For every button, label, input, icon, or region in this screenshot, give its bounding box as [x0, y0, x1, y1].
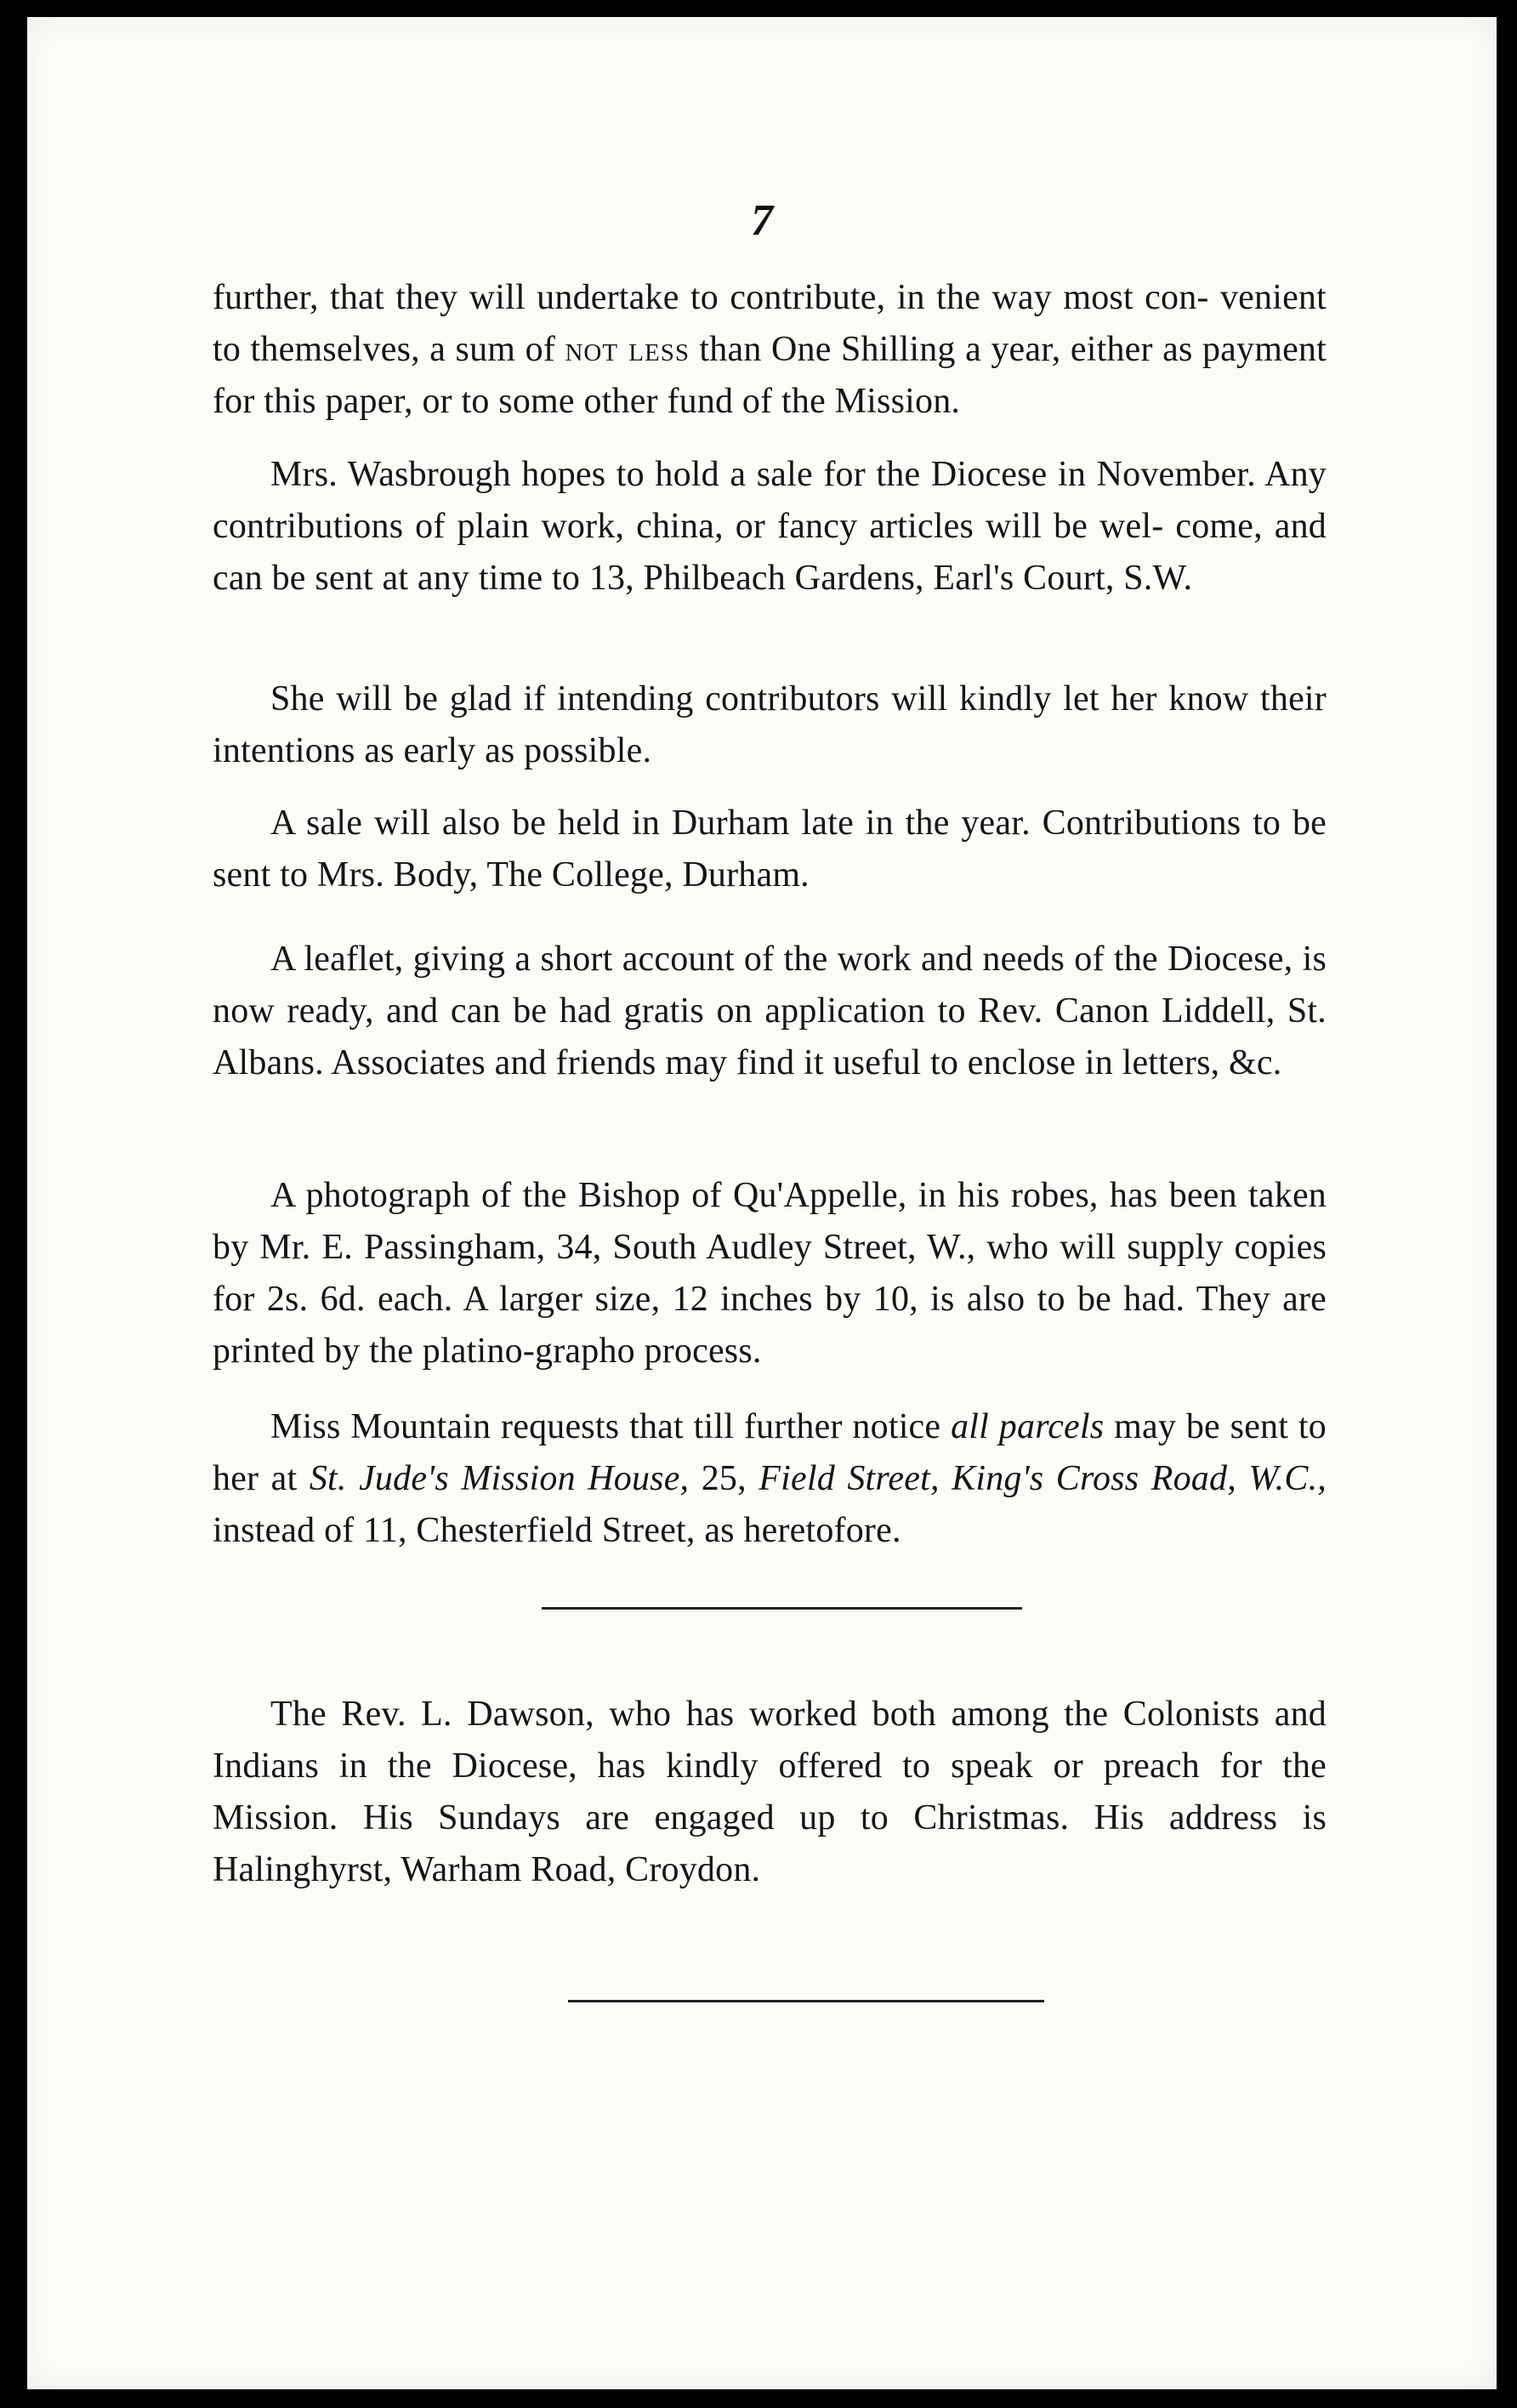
paragraph-text: than One Shilling a year, either as payment for this paper, or to some other fund of the Mission.	[213, 330, 1327, 421]
paragraph-text: 25,	[689, 1459, 759, 1498]
section-divider	[542, 1607, 1022, 1610]
paragraph-sale-durham	[213, 798, 1327, 901]
document-page	[27, 17, 1497, 2389]
paragraph-photograph	[213, 1170, 1327, 1377]
emphasis-italic: Field Street, King's Cross Road, W.C.,	[758, 1459, 1327, 1498]
bottom-divider	[568, 2000, 1044, 2002]
paragraph-contributors-notice	[213, 673, 1327, 777]
paragraph-text: Mrs. Wasbrough hopes to hold a sale for the Diocese in November. Any contributions of plain work, china, or fancy articles will be wel- come, and can be sent at any time to 13, Philbeach Gardens, Earl's Court, S.W.	[213, 455, 1327, 598]
paragraph-text: A photograph of the Bishop of Qu'Appelle, in his robes, has been taken by Mr. E. Passingham, 34, South Audley Street, W., who will supply copies for 2s. 6d. each. A larger size, 12 inches by 10, is also to be had. They are printed by the platino-grapho process.	[213, 1176, 1327, 1371]
paragraph-text: A leaflet, giving a short account of the work and needs of the Diocese, is now ready, and can be had gratis on application to Rev. Canon Liddell, St. Albans. Associates and friends may find it useful to enclose in letters, &c.	[213, 940, 1327, 1082]
paragraph-text: instead of 11, Chesterfield Street, as heretofore.	[213, 1511, 901, 1550]
paragraph-text: The Rev. L. Dawson, who has worked both among the Colonists and Indians in the Diocese, has kindly offered to speak or preach for the Mission. His Sundays are engaged up to Christmas. His address is Halinghyrst, Warham Road, Croydon.	[213, 1695, 1327, 1889]
page-number: 7	[751, 196, 773, 245]
paragraph-rev-dawson	[213, 1689, 1327, 1896]
paragraph-parcels	[213, 1401, 1327, 1557]
emphasis-italic: St. Jude's Mission House,	[309, 1459, 690, 1498]
paragraph-text: further, that they will undertake to contribute, in the way most con- venient to themselves, a sum of	[213, 278, 1327, 369]
paragraph-text: may be sent to her at	[213, 1407, 1327, 1498]
emphasis-small-caps: not less	[565, 330, 690, 369]
paragraph-sale-london	[213, 449, 1327, 605]
paragraph-text: A sale will also be held in Durham late in the year. Contributions to be sent to Mrs. Body, The College, Durham.	[213, 804, 1327, 894]
paragraph-leaflet	[213, 934, 1327, 1089]
paragraph-associates-contribution	[213, 272, 1327, 428]
paragraph-text: Miss Mountain requests that till further notice	[270, 1407, 952, 1446]
paragraph-text: She will be glad if intending contributors will kindly let her know their intentions as early as possible.	[213, 679, 1327, 770]
emphasis-italic: all parcels	[951, 1407, 1105, 1446]
